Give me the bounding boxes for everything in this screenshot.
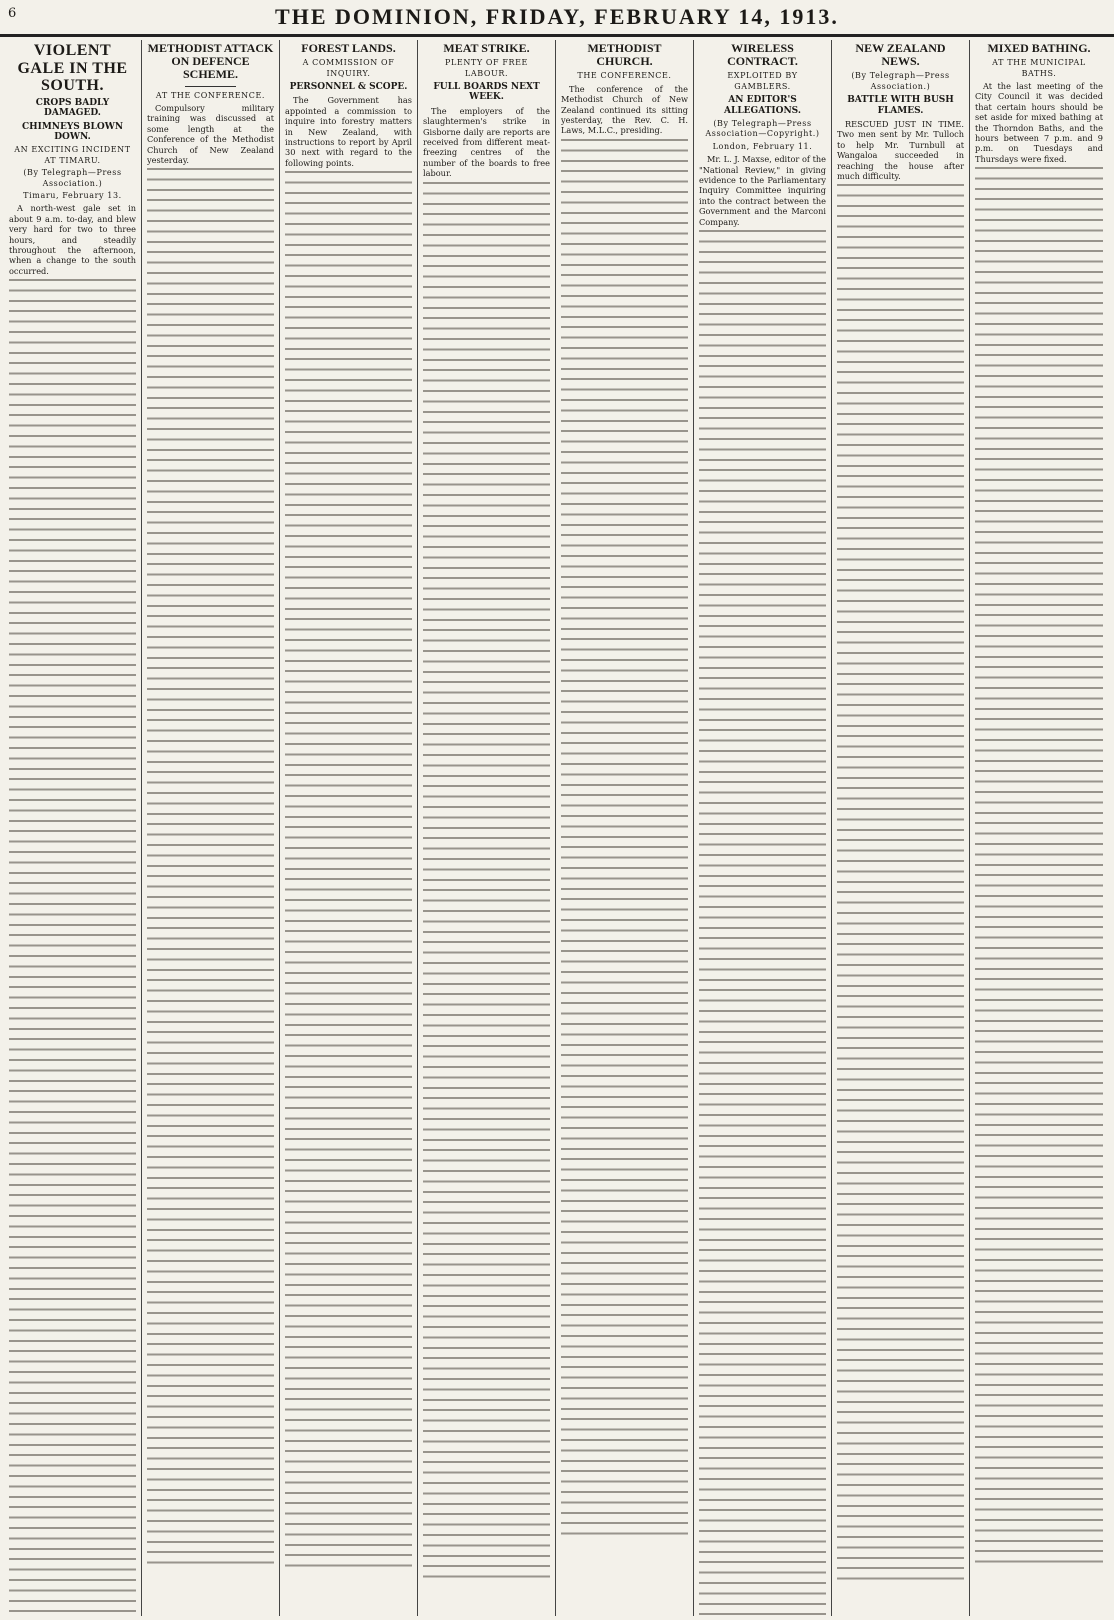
article-subheading: PLENTY OF FREE LABOUR. (444, 58, 528, 78)
article-heading: WIRELESS CONTRACT. (727, 41, 798, 69)
divider (185, 86, 236, 87)
article-subheading: THE CONFERENCE. (577, 71, 672, 81)
article-body: Mr. L. J. Maxse, editor of the "National Review," in giving evidence to the Parliamentary Inquiry Committee inquiring into the contract between the Government and the Marconi Company. (699, 154, 826, 1616)
column-methodist-church (556, 40, 694, 1616)
article-body: A north-west gale set in about 9 a.m. to-day, and blew very hard for two to three hours, and steadily throughout the afternoon, when a change to the south occurred. (9, 203, 136, 1616)
article-subheading: BATTLE WITH BUSH FLAMES. (847, 95, 954, 116)
article-subheading: CROPS BADLY DAMAGED. (35, 97, 110, 119)
article-dateline: London, February 11. (712, 141, 813, 151)
article-subheading: A COMMISSION OF INQUIRY. (302, 58, 395, 78)
article-dateline: Timaru, February 13. (23, 191, 122, 201)
masthead-title: THE DOMINION, FRIDAY, FEBRUARY 14, 1913. (275, 4, 839, 29)
article-subheading: AN EDITOR'S ALLEGATIONS. (724, 95, 801, 116)
column-meat-strike (418, 40, 556, 1616)
article-subheading: EXPLOITED BY GAMBLERS. (727, 71, 798, 91)
column-violent-gale (4, 40, 142, 1616)
article-subheading: CHIMNEYS BLOWN DOWN. (21, 121, 124, 142)
article-heading: NEW ZEALAND NEWS. (855, 41, 946, 69)
article-heading: VIOLENT GALE IN THE SOUTH. (17, 42, 128, 95)
column-forest-lands (280, 40, 418, 1616)
article-body: At the last meeting of the City Council it was decided that certain hours should be set aside for mixed bathing at the Thorndon Baths, and the hours between 7 p.m. and 9 p.m. on Tuesdays and Thursdays were fixed. (975, 81, 1103, 1564)
article-heading: MIXED BATHING. (987, 41, 1091, 55)
article-subheading: AT THE CONFERENCE. (155, 90, 266, 100)
article-byline: (By Telegraph—Press Association.) (23, 168, 122, 188)
article-byline: (By Telegraph—Press Association—Copyright.) (705, 119, 820, 139)
article-body: Compulsory military training was discussed at some length at the Conference of the Methodist Church of New Zealand yesterday. (147, 103, 274, 1565)
column-mixed-bathing (970, 40, 1108, 1616)
article-heading: METHODIST CHURCH. (587, 41, 662, 69)
column-methodist-attack (142, 40, 280, 1616)
article-heading: FOREST LANDS. (301, 41, 396, 55)
article-heading: MEAT STRIKE. (443, 41, 530, 55)
article-subheading: FULL BOARDS NEXT WEEK. (433, 82, 540, 103)
article-subheading: AT THE MUNICIPAL BATHS. (992, 58, 1086, 78)
article-heading: METHODIST ATTACK ON DEFENCE SCHEME. (147, 41, 274, 82)
article-subheading: PERSONNEL & SCOPE. (289, 82, 408, 92)
article-body: The Government has appointed a commission to inquire into forestry matters in New Zealand, with instructions to report by April 30 next with regard to the following points. (285, 95, 412, 1568)
article-body: RESCUED JUST IN TIME. Two men sent by Mr. Tulloch to help Mr. Turnbull at Wangaloa succeeded in reaching the house after much difficulty. (837, 119, 964, 1581)
column-new-zealand-news (832, 40, 970, 1616)
masthead (0, 0, 1114, 36)
page-number: 6 (8, 6, 17, 21)
column-wireless-contract (694, 40, 832, 1616)
article-body: The conference of the Methodist Church of New Zealand continued its sitting yesterday, the Rev. C. H. Laws, M.L.C., presiding. (561, 84, 688, 1536)
columns (4, 40, 1110, 1616)
article-subheading: AN EXCITING INCIDENT AT TIMARU. (14, 145, 131, 165)
article-body: The employers of the slaughtermen's strike in Gisborne daily are reports are received from different meat-freezing centres of the number of the boards to free labour. (423, 106, 550, 1579)
article-byline: (By Telegraph—Press Association.) (851, 71, 950, 91)
masthead-rule (0, 36, 1114, 37)
